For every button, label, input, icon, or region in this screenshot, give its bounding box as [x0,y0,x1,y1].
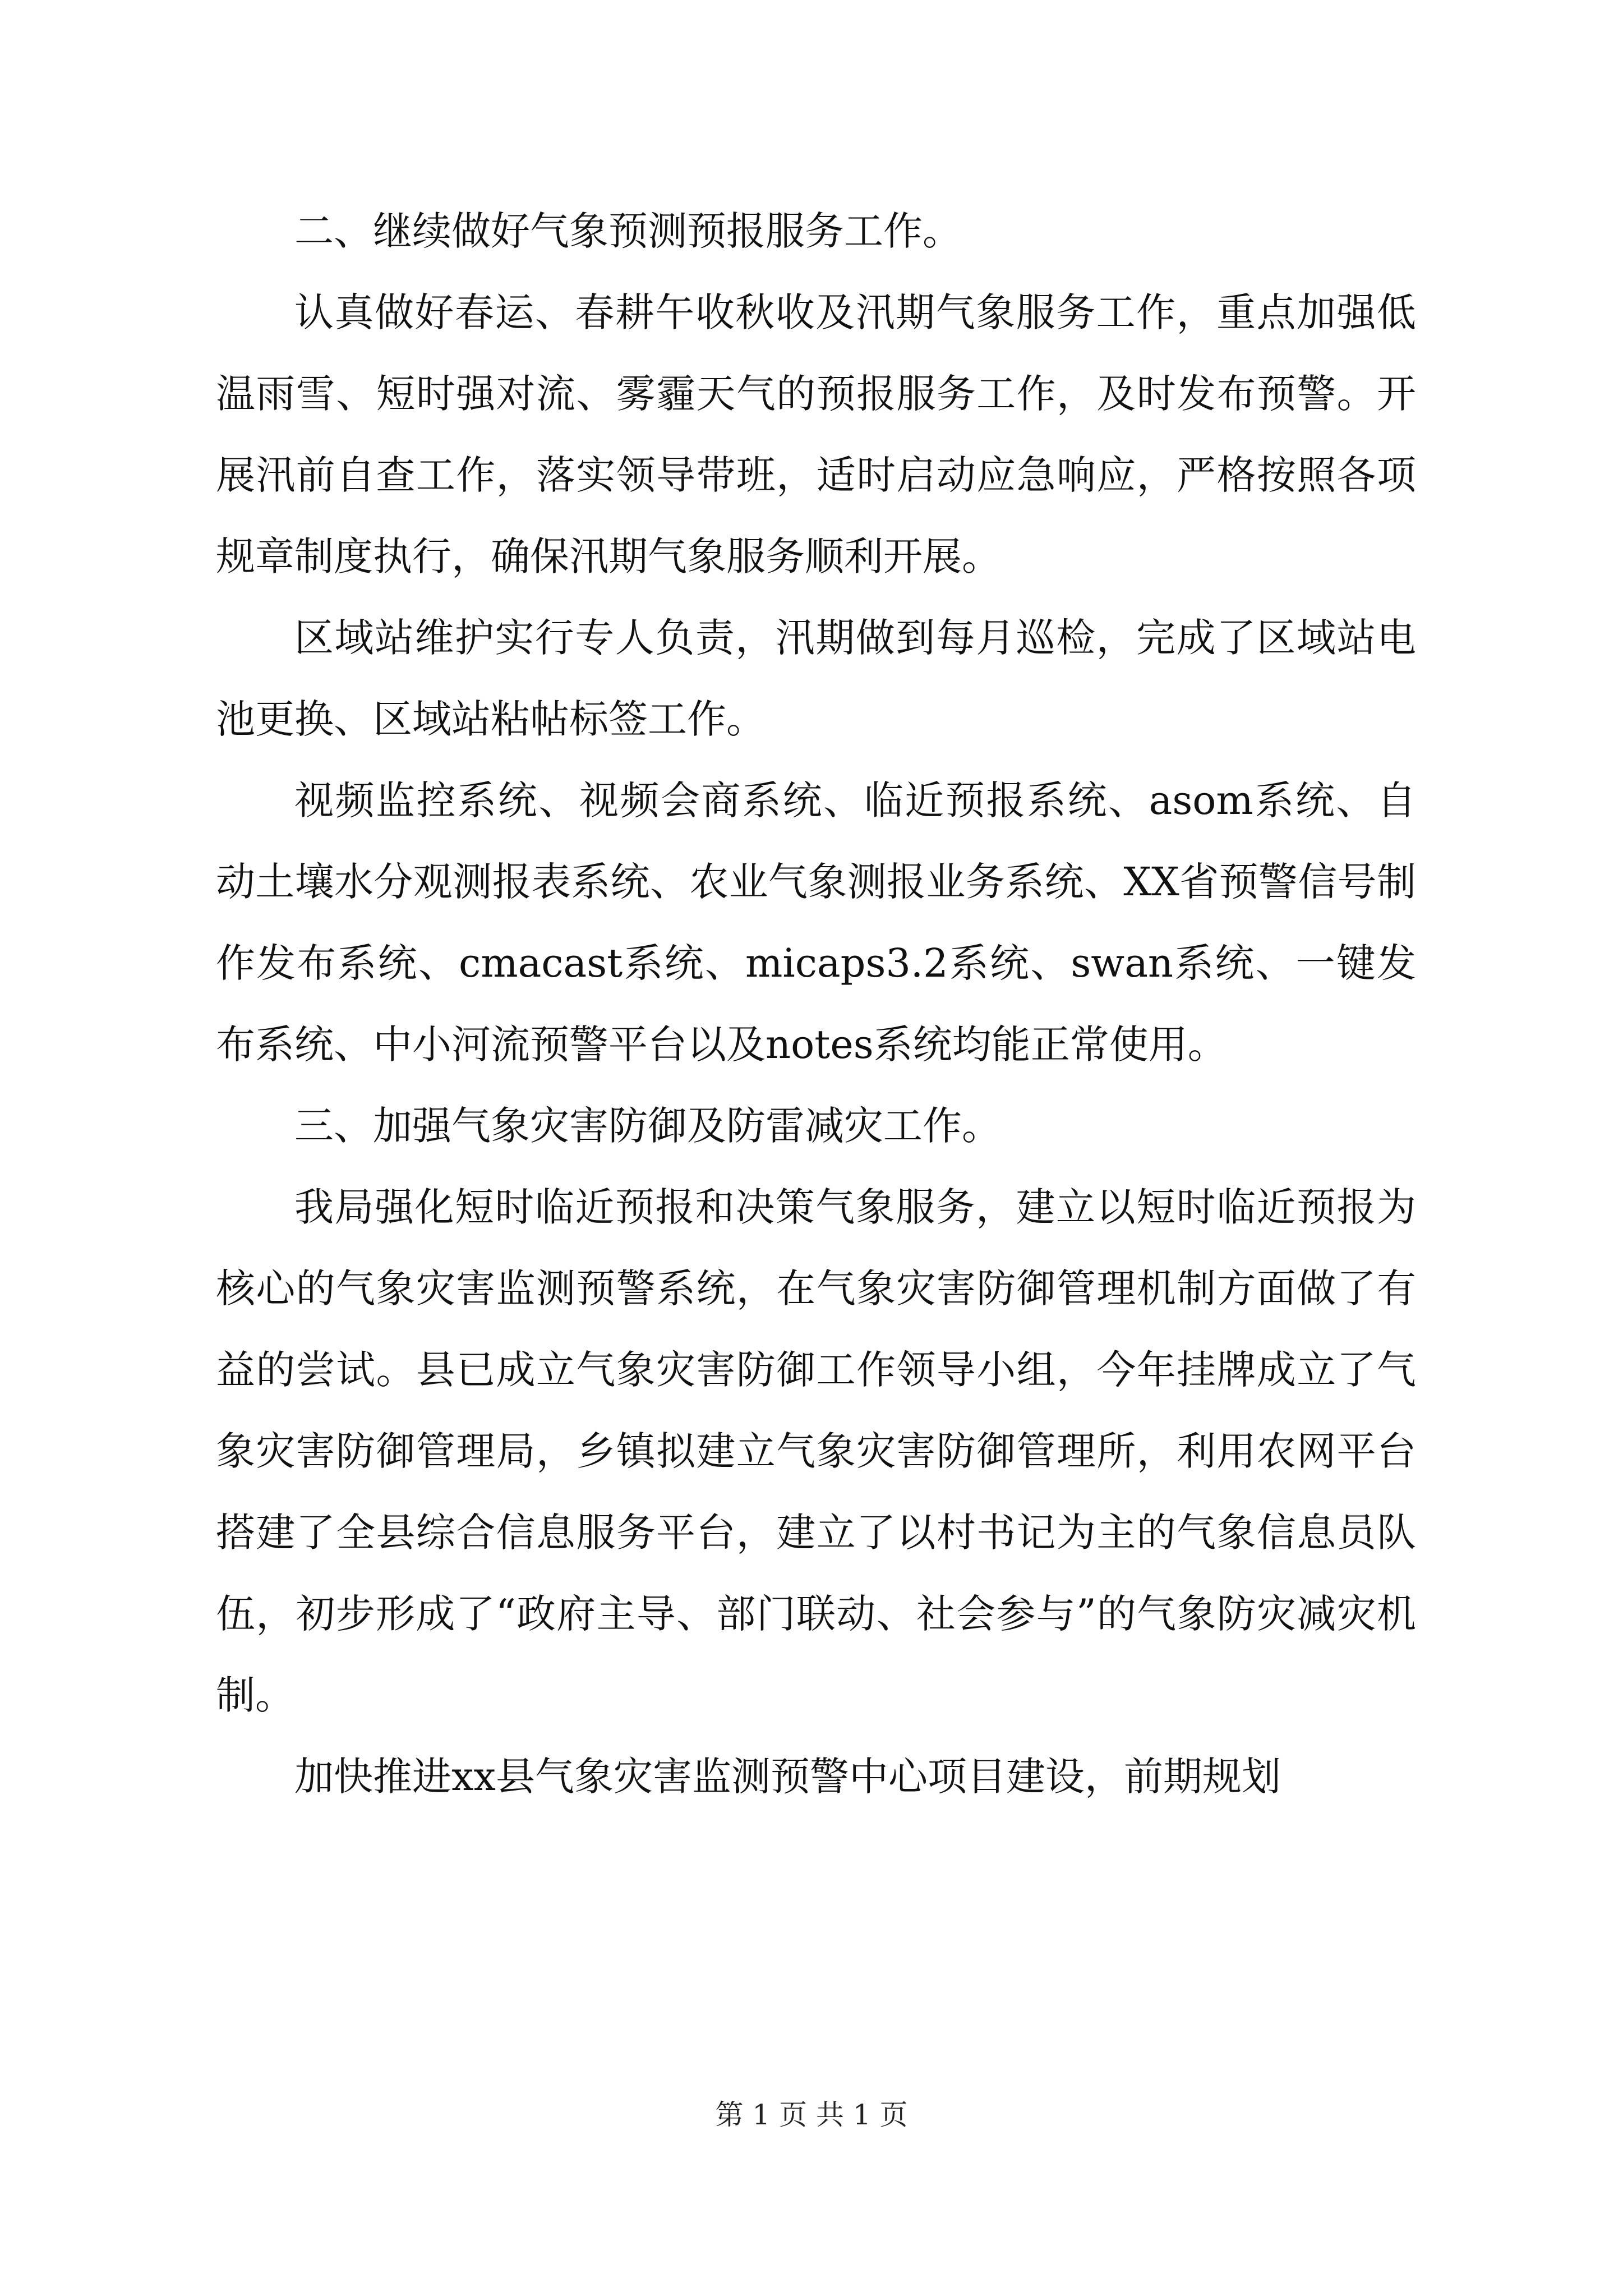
paragraph-heading-2: 二、继续做好气象预测预报服务工作。 [294,208,962,254]
paragraph-disaster-defense: 我局强化短时临近预报和决策气象服务，建立以短时临近预报为核心的气象灾害监测预警系统，在气象灾害防御管理机制方面做了有益的尝试。县已成立气象灾害防御工作领导小组，今年挂牌成立了气象灾害防御管理局，乡镇拟建立气象灾害防御管理所，利用农网平台搭建了全县综合信息服务平台，建立了以村书记为主的气象信息员队伍，初步形成了“政府主导、部门联动、社会参与”的气象防灾减灾机制。 [216,1184,1416,1718]
paragraph-station-maintenance: 区域站维护实行专人负责，汛期做到每月巡检，完成了区域站电池更换、区域站粘帖标签工作。 [216,615,1416,742]
paragraph-project-construction: 加快推进xx县气象灾害监测预警中心项目建设，前期规划 [294,1754,1281,1800]
paragraph-forecast-service: 认真做好春运、春耕午收秋收及汛期气象服务工作，重点加强低温雨雪、短时强对流、雾霾天气的预报服务工作，及时发布预警。开展汛前自查工作，落实领导带班，适时启动应急响应，严格按照各项规章制度执行，确保汛期气象服务顺利开展。 [216,289,1416,579]
document-body [216,191,1416,1818]
paragraph-systems: 视频监控系统、视频会商系统、临近预报系统、asom系统、自动土壤水分观测报表系统、农业气象测报业务系统、XX省预警信号制作发布系统、cmacast系统、micaps3.2系统、swan系统、一键发布系统、中小河流预警平台以及notes系统均能正常使用。 [216,777,1416,1068]
page-footer: 第 1 页 共 1 页 [715,2099,908,2131]
paragraph-heading-3: 三、加强气象灾害防御及防雷减灾工作。 [294,1103,1001,1149]
